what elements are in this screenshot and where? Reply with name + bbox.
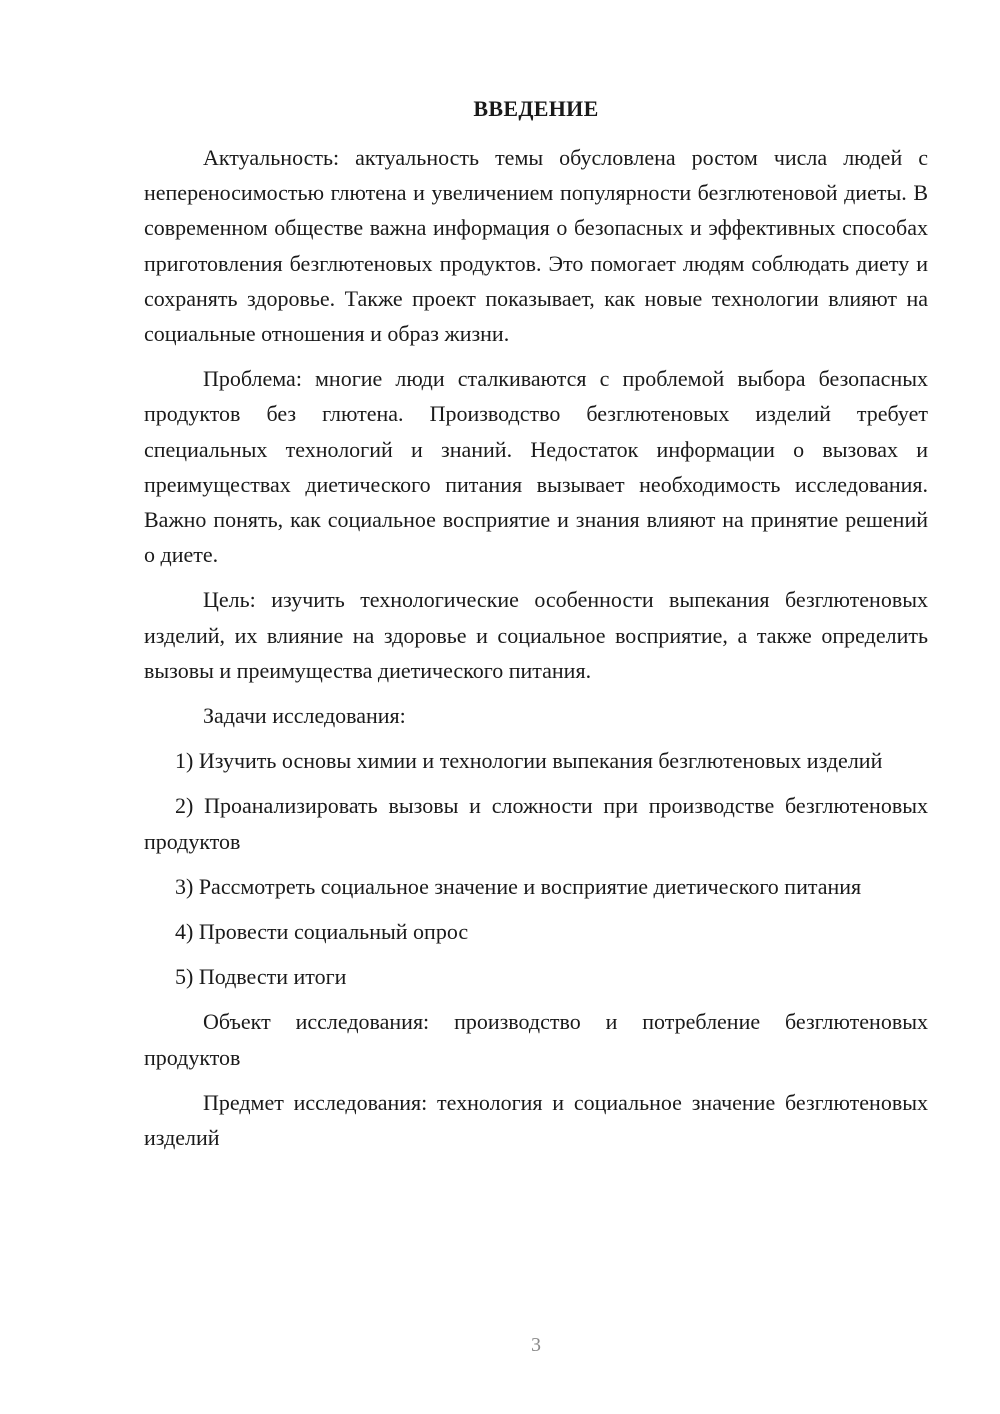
task-item-1: 1) Изучить основы химии и технологии выпекания безглютеновых изделий [175,748,883,774]
subject-paragraph: Предмет исследования: технология и социальное значение безглютеновых изделий [144,1089,928,1151]
document-body [144,140,928,1165]
task-item-2: 2) Проанализировать вызовы и сложности при производстве безглютеновых продуктов [144,793,928,854]
object-paragraph: Объект исследования: производство и потребление безглютеновых продуктов [144,1009,928,1070]
relevance-paragraph: Актуальность: актуальность темы обусловлена ростом числа людей с непереносимостью глютена и увеличением популярности безглютеновой диеты. В современном обществе важна информация о безопасных и эффективных способах приготовления безглютеновых продуктов. Это помогает людям соблюдать диету и сохранять здоровье. Также проект показывает, как новые технологии влияют на социальные отношения и образ жизни. [144,145,928,347]
task-item-3: 3) Рассмотреть социальное значение и восприятие диетического питания [175,873,862,899]
page-title: ВВЕДЕНИЕ [473,96,599,121]
page-number: 3 [531,1334,541,1356]
task-item-5: 5) Подвести итоги [175,964,347,990]
goal-paragraph: Цель: изучить технологические особенности выпекания безглютеновых изделий, их влияние на здоровье и социальное восприятие, а также определить вызовы и преимущества диетического питания. [144,587,928,683]
tasks-title: Задачи исследования: [203,703,406,729]
problem-paragraph: Проблема: многие люди сталкиваются с проблемой выбора безопасных продуктов без глютена. Производство безглютеновых изделий требует специальных технологий и знаний. Недостаток информации о вызовах и преимуществах диетического питания вызывает необходимость исследования. Важно понять, как социальное восприятие и знания влияют на принятие решений о диете. [144,366,928,568]
task-item-4: 4) Провести социальный опрос [175,919,469,945]
